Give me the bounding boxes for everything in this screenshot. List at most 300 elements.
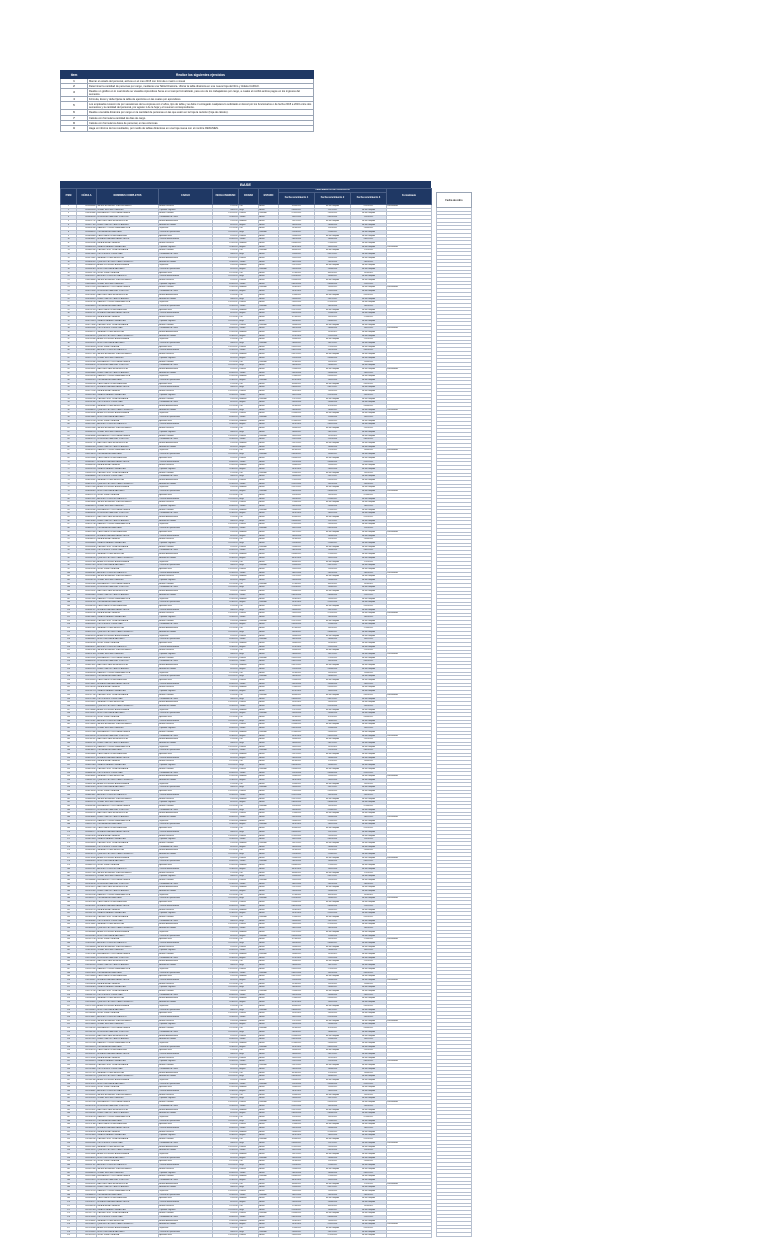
table-cell[interactable]: 23/02/2013 [279, 301, 315, 305]
table-cell[interactable]: Buga [239, 408, 259, 412]
table-cell[interactable]: 03/06/2015 [279, 242, 315, 246]
table-cell[interactable]: Yumbo [239, 949, 259, 953]
table-cell[interactable]: 22/4/2013 [213, 571, 239, 575]
table-cell[interactable]: 1/5/2012 [213, 990, 239, 994]
table-cell[interactable]: No ha cumplido [351, 575, 387, 579]
table-cell[interactable]: Palmira [239, 878, 259, 882]
table-cell[interactable]: Activo [259, 986, 279, 990]
table-cell[interactable]: 12/04/2014 [315, 416, 351, 420]
table-cell[interactable]: No ha cumplido [351, 1086, 387, 1090]
table-cell[interactable]: Auxiliar Servicios [159, 908, 213, 912]
table-cell[interactable]: 04/12/2012 [315, 253, 351, 257]
table-cell[interactable]: Activo [259, 867, 279, 871]
table-cell[interactable]: Cali [239, 938, 259, 942]
table-cell[interactable]: No ha cumplido [351, 708, 387, 712]
table-cell[interactable]: 16/08/2016 [315, 756, 351, 760]
table-cell[interactable]: 1007705187 [77, 719, 97, 723]
table-cell[interactable]: 1000000000 [77, 205, 97, 209]
table-cell[interactable]: Auxiliar Administrativo [159, 1219, 213, 1223]
table-cell[interactable]: 19/04/2012 [351, 449, 387, 453]
table-cell[interactable]: 1015133209 [77, 1215, 97, 1219]
table-cell[interactable]: Buga [239, 675, 259, 679]
table-cell[interactable]: Activo [259, 364, 279, 368]
table-cell[interactable]: Coordinador de Turno [159, 623, 213, 627]
table-cell[interactable]: Cali [239, 271, 259, 275]
table-cell[interactable]: No ha cumplido [315, 1153, 351, 1157]
table-cell[interactable]: CASTAÑO RUIZ LUISA FERNANDA [97, 693, 159, 697]
table-cell[interactable]: No ha cumplido [351, 434, 387, 438]
table-cell[interactable]: CARDONA RIOS PAULA ANDREA [97, 901, 159, 905]
table-cell[interactable]: Buga [239, 719, 259, 723]
table-cell[interactable]: 03/02/2013 [279, 345, 315, 349]
table-cell[interactable]: Activo [259, 960, 279, 964]
table-cell[interactable]: No ha cumplido [315, 693, 351, 697]
table-cell[interactable]: Formalizado [387, 245, 432, 249]
table-cell[interactable]: 8/2/2015 [213, 534, 239, 538]
table-cell[interactable]: CARDONA RIOS PAULA ANDREA [97, 1049, 159, 1053]
table-cell[interactable]: 10/11/2016 [279, 734, 315, 738]
table-cell[interactable]: VELEZ URIBE CATALINA [97, 938, 159, 942]
table-cell[interactable]: 04/04/2014 [315, 1082, 351, 1086]
table-cell[interactable]: GOMEZ RESTREPO ANDRES [97, 949, 159, 953]
table-cell[interactable]: 17/12/2015 [279, 708, 315, 712]
table-cell[interactable]: Coordinador de Turno [159, 993, 213, 997]
table-cell[interactable]: No ha cumplido [351, 675, 387, 679]
table-cell[interactable]: 1003104248 [77, 412, 97, 416]
table-cell[interactable]: Operador Logístico [159, 208, 213, 212]
table-cell[interactable]: 20/01/2015 [351, 393, 387, 397]
table-cell[interactable]: No ha cumplido [351, 645, 387, 649]
table-cell[interactable]: 8/2/2015 [213, 978, 239, 982]
table-cell[interactable]: 22/12/2011 [213, 675, 239, 679]
table-cell[interactable]: No ha cumplido [351, 864, 387, 868]
table-cell[interactable]: 8/10/2013 [213, 638, 239, 642]
table-cell[interactable]: 20/08/2016 [315, 1201, 351, 1205]
table-cell[interactable]: 8/2/2015 [213, 845, 239, 849]
table-cell[interactable]: 8/6/2011 [213, 297, 239, 301]
table-cell[interactable]: 107 [61, 597, 77, 601]
table-cell[interactable]: Activo [259, 993, 279, 997]
table-cell[interactable]: 16/01/2014 [279, 638, 315, 642]
table-cell[interactable]: 04/09/2012 [279, 1141, 315, 1145]
table-cell[interactable]: Formalizado [387, 205, 432, 209]
table-cell[interactable]: Coordinador de Turno [159, 364, 213, 368]
table-cell[interactable]: 02/06/2012 [315, 497, 351, 501]
table-cell[interactable]: 1003824877 [77, 460, 97, 464]
table-cell[interactable]: 183 [61, 878, 77, 882]
table-cell[interactable]: Palmira [239, 1123, 259, 1127]
table-cell[interactable]: 08/01/2015 [351, 438, 387, 442]
table-cell[interactable]: Supervisor [159, 745, 213, 749]
table-cell[interactable]: No ha cumplido [315, 367, 351, 371]
table-cell[interactable]: VELEZ URIBE CATALINA [97, 1012, 159, 1016]
table-cell[interactable]: 15/06/2015 [279, 1086, 315, 1090]
table-cell[interactable]: MORALES VARGAS DANIEL FELIPE [97, 830, 159, 834]
table-cell[interactable]: Retirado [259, 619, 279, 623]
table-cell[interactable]: Retirado [259, 1119, 279, 1123]
table-cell[interactable]: 04/08/2016 [315, 978, 351, 982]
table-cell[interactable]: Técnico de Operaciones [159, 267, 213, 271]
table-cell[interactable]: 25/08/2013 [279, 856, 315, 860]
table-cell[interactable]: No ha cumplido [351, 497, 387, 501]
table-cell[interactable]: 06/07/2014 [279, 971, 315, 975]
table-cell[interactable]: No ha cumplido [351, 356, 387, 360]
table-cell[interactable]: 04/12/2012 [315, 875, 351, 879]
table-cell[interactable]: Activo [259, 1030, 279, 1034]
table-cell[interactable]: Bogotá [239, 601, 259, 605]
table-cell[interactable]: Coordinador de Turno [159, 216, 213, 220]
table-cell[interactable]: 209 [61, 975, 77, 979]
table-cell[interactable]: 18/10/2014 [315, 304, 351, 308]
table-cell[interactable]: Bogotá [239, 867, 259, 871]
table-cell[interactable]: 1/9/2014 [213, 1108, 239, 1112]
table-cell[interactable]: 22/8/2015 [213, 290, 239, 294]
table-cell[interactable]: No ha cumplido [315, 382, 351, 386]
table-cell[interactable]: Cali [239, 205, 259, 209]
table-cell[interactable]: 1011252899 [77, 956, 97, 960]
table-cell[interactable]: Retirado [259, 379, 279, 383]
table-cell[interactable]: Activo [259, 704, 279, 708]
table-cell[interactable]: 1011197466 [77, 953, 97, 957]
table-cell[interactable]: Retirado [259, 1230, 279, 1234]
table-cell[interactable]: 22/12/2011 [213, 275, 239, 279]
table-cell[interactable]: 22/02/2016 [315, 645, 351, 649]
table-cell[interactable]: ARIAS GUTIERREZ ANGELA MARIA [97, 634, 159, 638]
table-cell[interactable]: 17/04/2011 [279, 1227, 315, 1231]
table-cell[interactable]: 1000776062 [77, 256, 97, 260]
table-cell[interactable]: 15/3/2014 [213, 330, 239, 334]
table-cell[interactable]: 15/7/2010 [213, 849, 239, 853]
table-cell[interactable]: 23/04/2012 [351, 227, 387, 231]
table-cell[interactable]: VELEZ URIBE CATALINA [97, 567, 159, 571]
table-cell[interactable]: 117 [61, 634, 77, 638]
table-cell[interactable]: 1002771650 [77, 390, 97, 394]
table-cell[interactable]: Auxiliar Servicios [159, 760, 213, 764]
table-cell[interactable]: 180 [61, 867, 77, 871]
table-cell[interactable]: 8/6/2011 [213, 208, 239, 212]
table-cell[interactable]: Supervisor [159, 1004, 213, 1008]
table-cell[interactable]: 1010476837 [77, 904, 97, 908]
table-cell[interactable]: Auxiliar Contable [159, 619, 213, 623]
table-cell[interactable]: Cali [239, 982, 259, 986]
table-cell[interactable]: Palmira [239, 923, 259, 927]
table-cell[interactable]: 128 [61, 675, 77, 679]
table-cell[interactable]: 8/6/2011 [213, 475, 239, 479]
table-cell[interactable]: No ha cumplido [351, 1134, 387, 1138]
table-cell[interactable]: 12/08/2016 [315, 312, 351, 316]
table-cell[interactable]: 1014689745 [77, 1186, 97, 1190]
table-cell[interactable]: 1012306126 [77, 1027, 97, 1031]
table-cell[interactable]: 219 [61, 1012, 77, 1016]
table-cell[interactable]: 60 [61, 423, 77, 427]
table-cell[interactable]: PEREZ CASTRO CARLOS ANDRES [97, 1038, 159, 1042]
table-cell[interactable]: 04/12/2012 [315, 564, 351, 568]
table-cell[interactable]: 153 [61, 767, 77, 771]
table-cell[interactable]: 18/07/2014 [279, 260, 315, 264]
table-cell[interactable]: Buga [239, 1141, 259, 1145]
table-cell[interactable]: 129 [61, 679, 77, 683]
table-cell[interactable]: 1003325980 [77, 427, 97, 431]
table-cell[interactable]: Aprendiz Sena [159, 753, 213, 757]
table-cell[interactable]: 03/04/2012 [351, 716, 387, 720]
table-cell[interactable]: Aprendiz Sena [159, 308, 213, 312]
table-cell[interactable]: 7 [61, 227, 77, 231]
table-cell[interactable]: Activo [259, 927, 279, 931]
table-cell[interactable]: 25 [61, 293, 77, 297]
table-cell[interactable]: Técnico Mantenimiento [159, 1015, 213, 1019]
table-cell[interactable]: GIRALDO ARANGO SEBASTIAN [97, 245, 159, 249]
table-cell[interactable]: 15/11/2012 [213, 523, 239, 527]
table-cell[interactable]: 256 [61, 1149, 77, 1153]
table-cell[interactable]: 165 [61, 812, 77, 816]
table-cell[interactable]: 163 [61, 804, 77, 808]
table-cell[interactable]: 8/6/2011 [213, 741, 239, 745]
table-cell[interactable]: Bogotá [239, 556, 259, 560]
table-cell[interactable]: 02/02/2016 [315, 912, 351, 916]
table-cell[interactable]: Yumbo [239, 771, 259, 775]
table-cell[interactable]: Operador Logístico [159, 1060, 213, 1064]
table-cell[interactable]: Activo [259, 275, 279, 279]
table-cell[interactable]: MARTINEZ GARCIA LAURA SOFIA [97, 590, 159, 594]
table-cell[interactable]: Activo [259, 238, 279, 242]
table-cell[interactable]: Yumbo [239, 304, 259, 308]
table-cell[interactable]: 15/11/2012 [213, 390, 239, 394]
table-cell[interactable]: Técnico Mantenimiento [159, 1201, 213, 1205]
table-cell[interactable]: 1006651960 [77, 649, 97, 653]
table-cell[interactable]: AGUDELO LONDOÑO MAURICIO [97, 349, 159, 353]
table-cell[interactable]: 173 [61, 841, 77, 845]
table-cell[interactable]: No ha cumplido [351, 890, 387, 894]
table-cell[interactable]: No ha cumplido [351, 734, 387, 738]
table-cell[interactable]: 22/10/2014 [315, 749, 351, 753]
table-cell[interactable]: 1011973528 [77, 1004, 97, 1008]
table-cell[interactable]: 31 [61, 316, 77, 320]
table-cell[interactable]: Formalizado [387, 1182, 432, 1186]
table-cell[interactable]: 1011862662 [77, 997, 97, 1001]
table-cell[interactable]: 15/7/2010 [213, 982, 239, 986]
table-cell[interactable]: 22/8/2015 [213, 912, 239, 916]
table-cell[interactable]: CASTAÑO RUIZ LUISA FERNANDA [97, 619, 159, 623]
table-cell[interactable]: 37 [61, 338, 77, 342]
table-cell[interactable]: 8/2/2015 [213, 934, 239, 938]
table-cell[interactable]: 22/03/2012 [279, 230, 315, 234]
table-cell[interactable]: Coordinador de Turno [159, 919, 213, 923]
table-cell[interactable]: Auxiliar Contable [159, 508, 213, 512]
table-cell[interactable]: 2 [61, 208, 77, 212]
table-cell[interactable]: 26/07/2014 [279, 616, 315, 620]
table-cell[interactable]: 25/04/2011 [279, 649, 315, 653]
table-cell[interactable]: No ha cumplido [315, 530, 351, 534]
table-cell[interactable]: Auxiliar Administrativo [159, 553, 213, 557]
table-cell[interactable]: Retirado [259, 916, 279, 920]
table-cell[interactable]: 1009756208 [77, 856, 97, 860]
table-cell[interactable]: 195 [61, 923, 77, 927]
table-cell[interactable]: Técnico Mantenimiento [159, 349, 213, 353]
table-cell[interactable]: Palmira [239, 634, 259, 638]
table-cell[interactable]: 203 [61, 953, 77, 957]
table-cell[interactable]: 69 [61, 456, 77, 460]
table-cell[interactable]: Buga [239, 386, 259, 390]
table-cell[interactable]: 1012361559 [77, 1030, 97, 1034]
table-cell[interactable]: 15/11/2012 [213, 1190, 239, 1194]
table-cell[interactable]: Palmira [239, 1167, 259, 1171]
table-cell[interactable]: 1/5/2012 [213, 323, 239, 327]
table-cell[interactable]: Auxiliar Administrativo [159, 590, 213, 594]
table-cell[interactable]: 15/11/2012 [213, 212, 239, 216]
table-cell[interactable]: 1005820465 [77, 593, 97, 597]
table-cell[interactable]: MONTOYA PINEDA SANTIAGO [97, 1230, 159, 1234]
table-cell[interactable]: 1004878104 [77, 530, 97, 534]
table-cell[interactable]: Yumbo [239, 527, 259, 531]
table-cell[interactable]: No ha cumplido [315, 975, 351, 979]
table-cell[interactable]: Buga [239, 1119, 259, 1123]
table-cell[interactable]: Auxiliar Contable [159, 767, 213, 771]
table-cell[interactable]: Coordinador de Turno [159, 956, 213, 960]
table-cell[interactable]: Yumbo [239, 904, 259, 908]
table-cell[interactable]: 26/07/2014 [279, 304, 315, 308]
table-cell[interactable]: Cali [239, 404, 259, 408]
table-cell[interactable]: Buga [239, 1097, 259, 1101]
table-cell[interactable]: 8/10/2013 [213, 593, 239, 597]
table-cell[interactable]: CASTAÑO RUIZ LUISA FERNANDA [97, 249, 159, 253]
table-cell[interactable]: Retirado [259, 1027, 279, 1031]
table-cell[interactable]: Cali [239, 893, 259, 897]
table-cell[interactable]: 1007594321 [77, 712, 97, 716]
table-cell[interactable]: Supervisor [159, 671, 213, 675]
table-cell[interactable]: Retirado [259, 286, 279, 290]
table-cell[interactable]: 22/4/2013 [213, 438, 239, 442]
table-cell[interactable]: 08/12/2012 [315, 697, 351, 701]
table-cell[interactable]: 1013303920 [77, 1093, 97, 1097]
table-cell[interactable]: 02/07/2014 [279, 1104, 315, 1108]
table-cell[interactable]: 22/02/2016 [315, 956, 351, 960]
table-cell[interactable]: 20/12/2012 [315, 786, 351, 790]
table-cell[interactable]: 06/02/2016 [315, 734, 351, 738]
table-cell[interactable]: Activo [259, 353, 279, 357]
table-cell[interactable]: 17/10/2012 [351, 249, 387, 253]
table-cell[interactable]: No ha cumplido [351, 345, 387, 349]
table-cell[interactable]: 05/08/2013 [279, 1212, 315, 1216]
table-cell[interactable]: 1013082188 [77, 1078, 97, 1082]
table-cell[interactable]: No ha cumplido [351, 745, 387, 749]
table-cell[interactable]: Buga [239, 541, 259, 545]
table-cell[interactable]: 08/05/2016 [279, 801, 315, 805]
table-cell[interactable]: 55 [61, 404, 77, 408]
table-cell[interactable]: 24/04/2014 [315, 504, 351, 508]
table-cell[interactable]: Medellín [239, 375, 259, 379]
table-cell[interactable]: Aprendiz Sena [159, 679, 213, 683]
table-cell[interactable]: 11/02/2013 [279, 701, 315, 705]
table-cell[interactable]: 15/09/2015 [315, 775, 351, 779]
table-cell[interactable]: 11/09/2015 [315, 953, 351, 957]
table-cell[interactable]: Medellín [239, 442, 259, 446]
table-cell[interactable]: 14/10/2014 [315, 482, 351, 486]
table-cell[interactable]: 1005543300 [77, 575, 97, 579]
table-cell[interactable]: Cali [239, 916, 259, 920]
table-cell[interactable]: 02/02/2016 [315, 290, 351, 294]
table-cell[interactable]: 164 [61, 808, 77, 812]
table-cell[interactable]: 8/6/2011 [213, 1186, 239, 1190]
table-cell[interactable]: 28/01/2014 [279, 549, 315, 553]
table-cell[interactable]: Coordinador de Turno [159, 327, 213, 331]
table-cell[interactable]: 20/05/2016 [279, 1023, 315, 1027]
table-cell[interactable]: Palmira [239, 412, 259, 416]
table-cell[interactable]: No ha cumplido [351, 790, 387, 794]
table-cell[interactable]: 28/12/2012 [315, 430, 351, 434]
table-cell[interactable]: Analista de Calidad [159, 1038, 213, 1042]
table-cell[interactable]: No ha cumplido [315, 249, 351, 253]
table-cell[interactable]: Técnico de Operaciones [159, 304, 213, 308]
table-cell[interactable]: 26/02/2016 [315, 1090, 351, 1094]
table-cell[interactable]: 17/12/2015 [279, 397, 315, 401]
table-cell[interactable]: 08/05/2016 [279, 1112, 315, 1116]
table-cell[interactable]: 1007206290 [77, 686, 97, 690]
table-cell[interactable]: 22/4/2013 [213, 1015, 239, 1019]
table-cell[interactable]: Activo [259, 1134, 279, 1138]
table-cell[interactable]: 190 [61, 904, 77, 908]
table-cell[interactable]: Formalizado [387, 897, 432, 901]
table-cell[interactable]: 10/11/2016 [279, 1045, 315, 1049]
table-cell[interactable]: 13/10/2012 [351, 471, 387, 475]
table-cell[interactable]: 1006984558 [77, 671, 97, 675]
table-cell[interactable]: Activo [259, 923, 279, 927]
table-cell[interactable]: 1/9/2014 [213, 1197, 239, 1201]
table-cell[interactable]: Retirado [259, 1101, 279, 1105]
table-cell[interactable]: 09/08/2013 [279, 767, 315, 771]
table-cell[interactable]: Bogotá [239, 956, 259, 960]
table-cell[interactable]: 1004988970 [77, 538, 97, 542]
table-cell[interactable]: 95 [61, 553, 77, 557]
table-cell[interactable]: 257 [61, 1153, 77, 1157]
table-cell[interactable]: Técnico Mantenimiento [159, 1090, 213, 1094]
table-cell[interactable]: 1004157475 [77, 482, 97, 486]
table-cell[interactable]: Yumbo [239, 749, 259, 753]
table-cell[interactable]: Bogotá [239, 845, 259, 849]
table-cell[interactable]: Retirado [259, 212, 279, 216]
table-cell[interactable]: Bogotá [239, 778, 259, 782]
table-cell[interactable]: ORTIZ MUÑOZ JORGE IVAN [97, 1067, 159, 1071]
table-cell[interactable]: RAMIREZ TORRES DIANA MARCELA [97, 227, 159, 231]
table-cell[interactable]: Activo [259, 593, 279, 597]
table-cell[interactable]: No ha cumplido [351, 408, 387, 412]
table-cell[interactable]: ZAPATA HENAO NATALIA [97, 982, 159, 986]
table-cell[interactable]: 18/03/2012 [279, 675, 315, 679]
table-cell[interactable]: Buga [239, 786, 259, 790]
table-cell[interactable]: Activo [259, 612, 279, 616]
table-cell[interactable]: 14/02/2016 [315, 690, 351, 694]
table-cell[interactable]: VALENCIA JIMENEZ JUAN FERNANDO [97, 427, 159, 431]
table-cell[interactable]: Técnico de Operaciones [159, 1082, 213, 1086]
table-cell[interactable]: Yumbo [239, 838, 259, 842]
table-cell[interactable]: 121 [61, 649, 77, 653]
table-cell[interactable]: 1009645342 [77, 849, 97, 853]
table-cell[interactable]: QUINTERO BOTERO CAMILO ERNESTO [97, 1001, 159, 1005]
table-cell[interactable]: Activo [259, 890, 279, 894]
table-cell[interactable]: 02/07/2015 [351, 771, 387, 775]
table-cell[interactable]: 103 [61, 582, 77, 586]
table-cell[interactable]: GIRALDO ARANGO SEBASTIAN [97, 690, 159, 694]
table-cell[interactable]: 19/10/2011 [279, 1160, 315, 1164]
table-cell[interactable]: 1/5/2012 [213, 590, 239, 594]
table-cell[interactable]: Técnico Mantenimiento [159, 275, 213, 279]
table-cell[interactable]: 25/12/2015 [279, 442, 315, 446]
table-cell[interactable]: 23/04/2012 [351, 538, 387, 542]
table-cell[interactable]: 88 [61, 527, 77, 531]
table-cell[interactable]: Buga [239, 253, 259, 257]
table-cell[interactable]: 12/12/2012 [315, 208, 351, 212]
table-cell[interactable]: ORTIZ MUÑOZ JORGE IVAN [97, 253, 159, 257]
table-cell[interactable]: Activo [259, 386, 279, 390]
